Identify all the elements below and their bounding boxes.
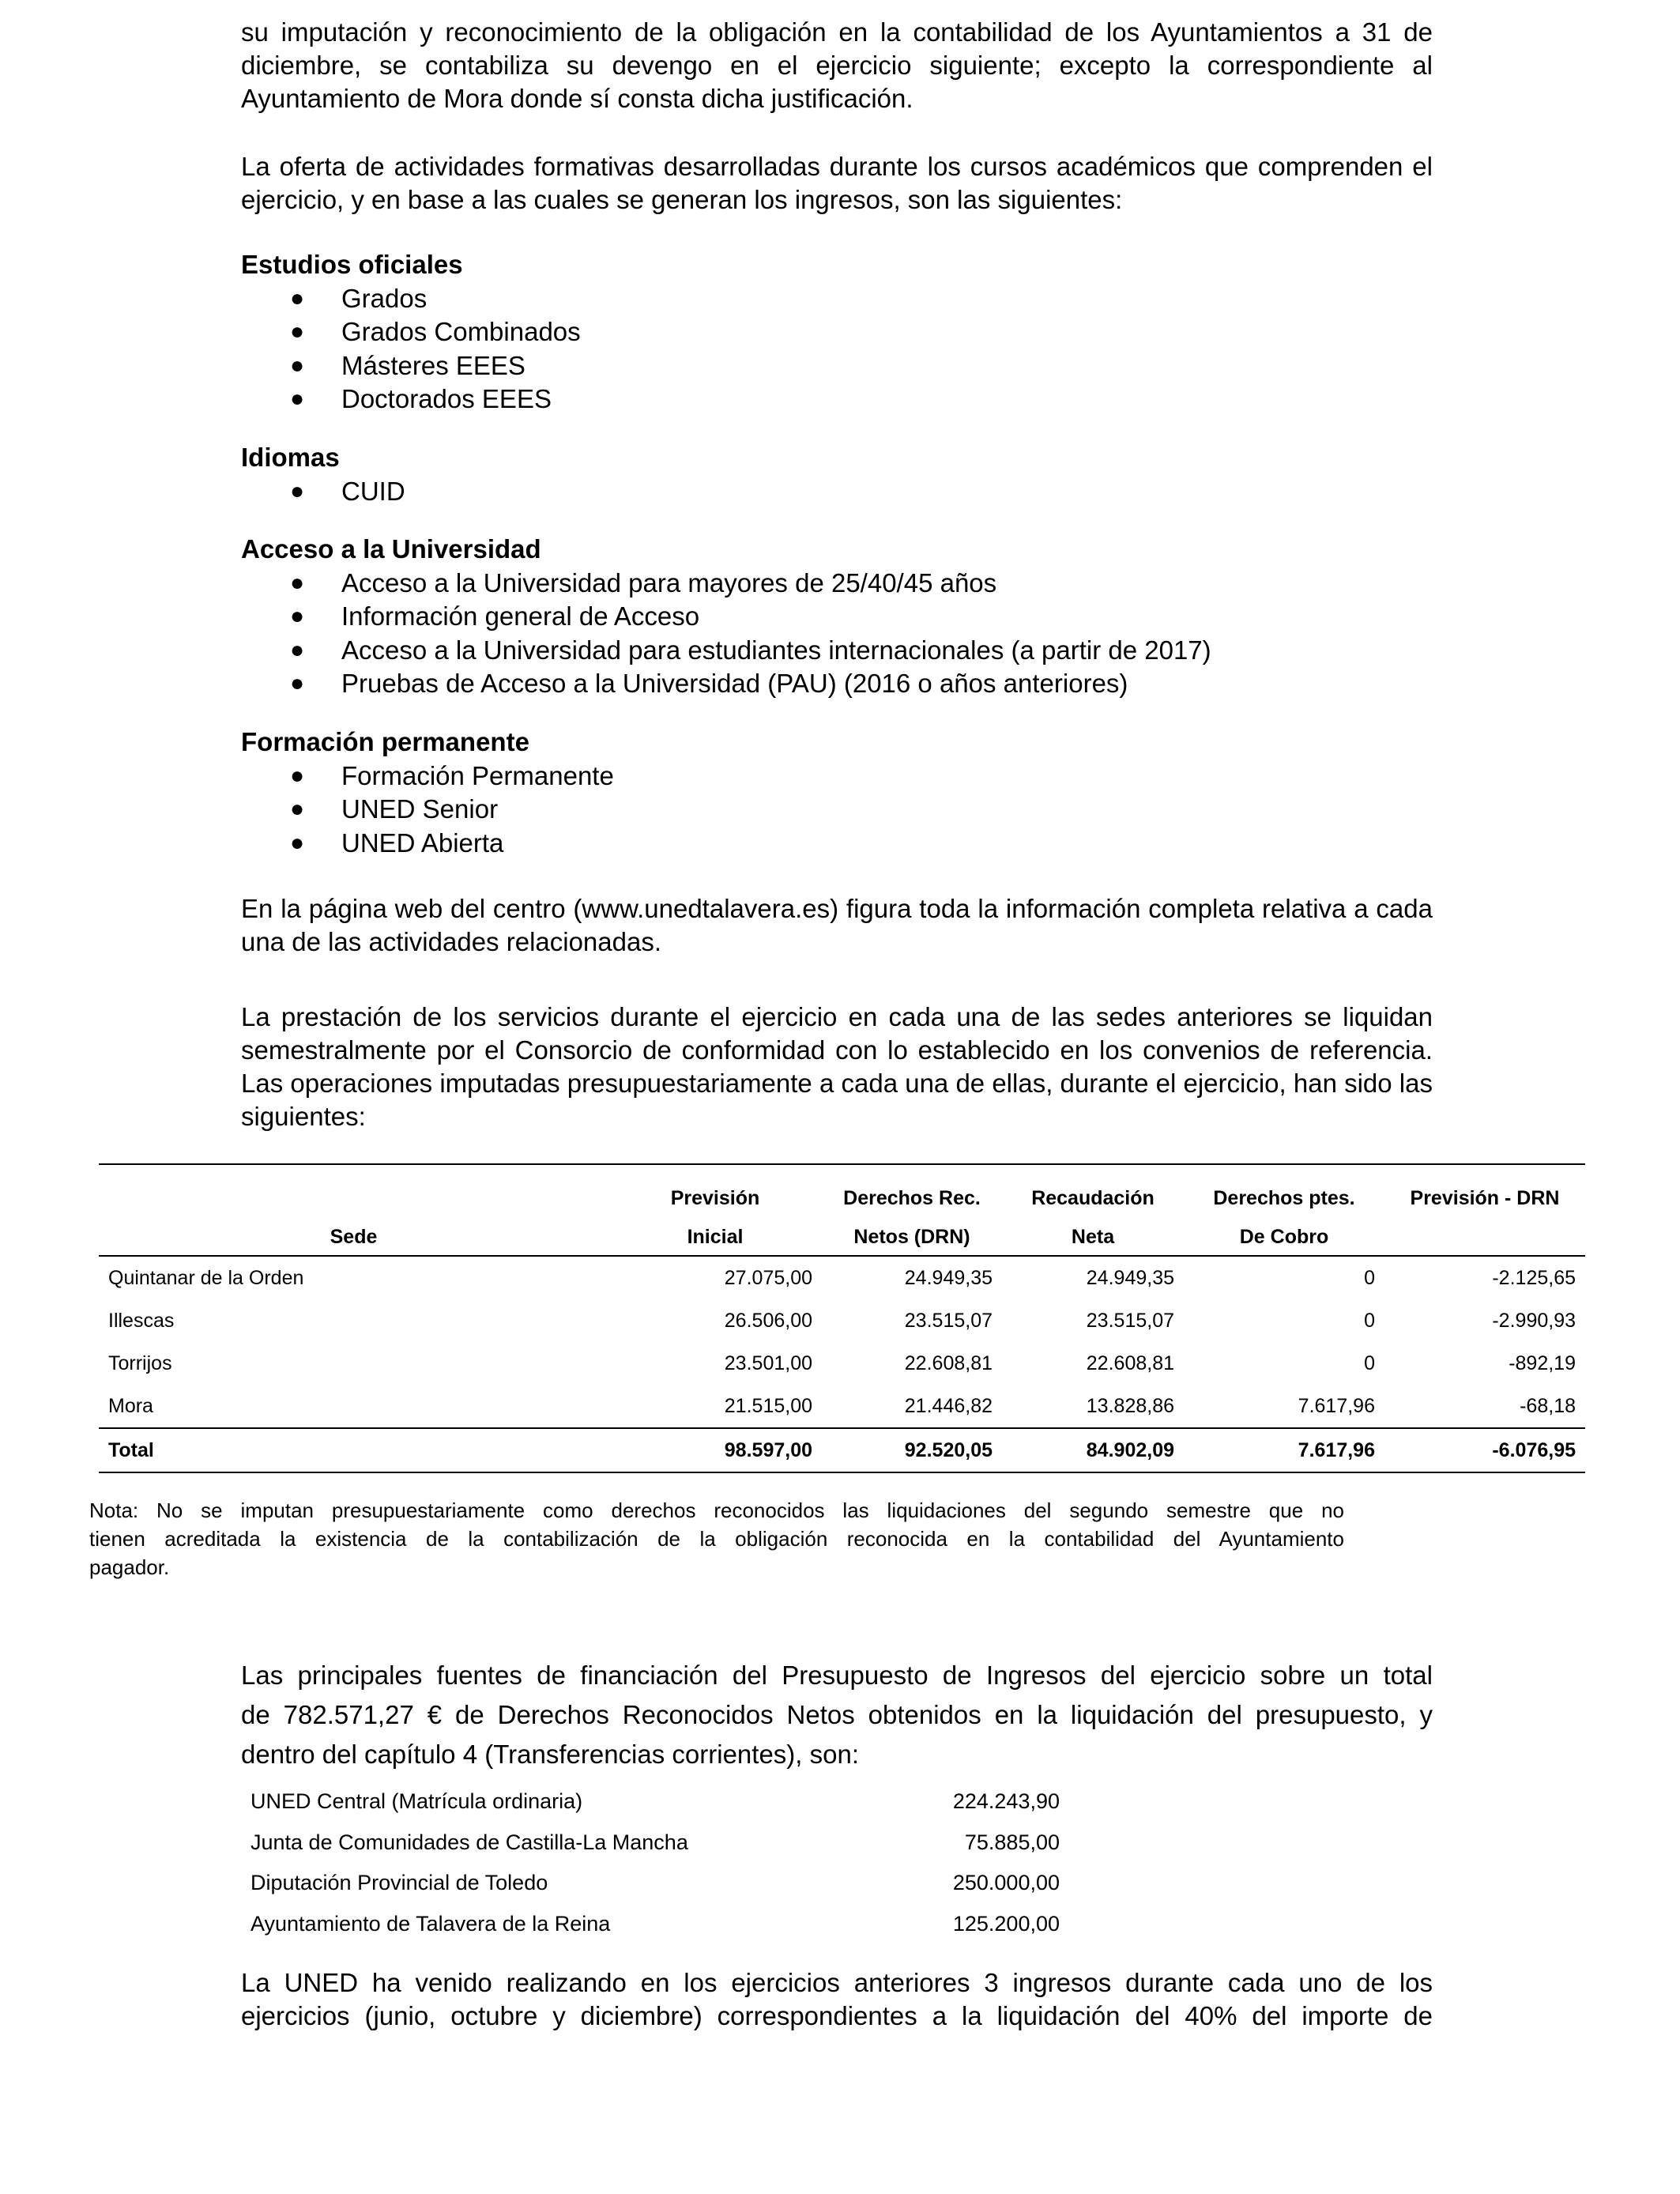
section-acceso-universidad: [241, 533, 1433, 701]
total-cell: 84.902,09: [1002, 1428, 1184, 1472]
list-item-text: Formación Permanente: [341, 760, 614, 790]
value-cell: -68,18: [1520, 1394, 1576, 1417]
bullet-list: [241, 567, 1433, 701]
source-cell: Diputación Provincial de Toledo: [250, 1871, 548, 1895]
value-cell: -892,19: [1509, 1351, 1576, 1374]
note-line: Nota: No se imputan presupuestariamente como derechos reconocidos las liquidaciones del segundo semestre que no: [89, 1498, 1344, 1522]
table-header-row: [99, 1219, 1585, 1256]
bullet-icon: ●: [290, 796, 305, 822]
source-cell: Ayuntamiento de Talavera de la Reina: [250, 1911, 611, 1936]
bullet-list: [241, 475, 1433, 509]
list-item: [241, 634, 1433, 668]
sede-cell: Quintanar de la Orden: [108, 1266, 304, 1289]
amount-cell: 75.885,00: [964, 1830, 1060, 1854]
paragraph-uned-ingresos: [241, 1966, 1433, 2033]
amount-cell: 224.243,90: [952, 1789, 1060, 1814]
bullet-icon: ●: [290, 285, 305, 311]
paragraph-pagina-web: [241, 892, 1433, 959]
table-row: [99, 1342, 1585, 1385]
text-line: diciembre, se contabiliza su devengo en el ejercicio siguiente; excepto la correspondiente al: [241, 51, 1433, 80]
header-cell: [99, 1178, 608, 1219]
value-cell: -2.990,93: [1492, 1309, 1576, 1332]
value-cell: 26.506,00: [724, 1309, 812, 1332]
bullet-icon: ●: [290, 670, 305, 696]
text-line: dentro del capítulo 4 (Transferencias corrientes), son:: [241, 1740, 859, 1769]
section-estudios-oficiales: [241, 248, 1433, 417]
sede-cell: Mora: [108, 1394, 153, 1417]
value-cell: 24.949,35: [1086, 1266, 1174, 1289]
list-item: [241, 667, 1433, 701]
bullet-icon: ●: [290, 762, 305, 789]
table-row: [241, 1781, 1069, 1823]
value-cell: 0: [1364, 1351, 1375, 1374]
value-cell: 27.075,00: [724, 1266, 812, 1289]
value-cell: 21.515,00: [724, 1394, 812, 1417]
text-line: Las principales fuentes de financiación del Presupuesto de Ingresos del ejercicio sobre un total: [241, 1661, 1433, 1690]
note-line: pagador.: [89, 1555, 170, 1579]
header-cell: Derechos Rec.: [843, 1186, 981, 1209]
section-title: Estudios oficiales: [241, 250, 463, 279]
value-cell: 0: [1364, 1309, 1375, 1332]
text-line: su imputación y reconocimiento de la obligación en la contabilidad de los Ayuntamientos a 31 de: [241, 17, 1433, 47]
list-item-text: Información general de Acceso: [341, 601, 700, 631]
bullet-icon: ●: [290, 319, 305, 345]
note-line: tienen acreditada la existencia de la contabilización de la obligación reconocida en la contabilidad del Ayuntamiento: [89, 1527, 1344, 1551]
amount-cell: 250.000,00: [952, 1871, 1060, 1895]
paragraph-imputacion: [241, 16, 1433, 115]
section-title: Idiomas: [241, 443, 340, 472]
table-row: [99, 1385, 1585, 1428]
bullet-list: [241, 760, 1433, 861]
list-item: [241, 315, 1433, 349]
list-item: [241, 282, 1433, 316]
value-cell: 0: [1364, 1266, 1375, 1289]
value-cell: 22.608,81: [904, 1351, 993, 1374]
list-item-text: UNED Senior: [341, 794, 499, 824]
sede-cell: Torrijos: [108, 1351, 172, 1374]
text-line: La prestación de los servicios durante el ejercicio en cada una de las sedes anteriores se liquidan: [241, 1002, 1433, 1031]
text-line: ejercicio, han sido las siguientes:: [241, 1069, 1433, 1131]
total-cell: -6.076,95: [1384, 1428, 1585, 1472]
list-item-text: Pruebas de Acceso a la Universidad (PAU) (2016 o años anteriores): [341, 669, 1128, 698]
list-item: [241, 760, 1433, 794]
section-title: Formación permanente: [241, 727, 529, 756]
list-item: [241, 567, 1433, 601]
table-total-row: [99, 1428, 1585, 1472]
value-cell: 22.608,81: [1086, 1351, 1174, 1374]
text-line: de 782.571,27 € de Derechos Reconocidos Netos obtenidos en la liquidación del presupuesto, y: [241, 1700, 1433, 1729]
list-item-text: CUID: [341, 476, 405, 506]
header-cell: Netos (DRN): [822, 1219, 1002, 1256]
list-item: [241, 600, 1433, 634]
list-item-text: UNED Abierta: [341, 827, 504, 858]
text-line: semestralmente por el Consorcio de conformidad con lo establecido en los convenios de: [241, 1035, 1300, 1065]
value-cell: -2.125,65: [1492, 1266, 1576, 1289]
value-cell: 24.949,35: [904, 1266, 993, 1289]
list-item-text: Acceso a la Universidad para mayores de 25/40/45 años: [341, 567, 997, 598]
sedes-table: [99, 1178, 1585, 1473]
list-item-text: Másteres EEES: [341, 350, 525, 380]
bullet-icon: ●: [290, 569, 305, 596]
value-cell: 13.828,86: [1086, 1394, 1174, 1417]
text-line: La UNED ha venido realizando en los ejercicios anteriores 3 ingresos durante cada uno de los: [241, 1968, 1433, 1997]
header-cell: Derechos ptes.: [1213, 1186, 1355, 1209]
source-cell: UNED Central (Matrícula ordinaria): [250, 1789, 583, 1814]
text-line: a cada una de las actividades relacionadas.: [241, 894, 1433, 956]
financiacion-table: [241, 1781, 1069, 1944]
list-item: [241, 349, 1433, 383]
sede-cell: Illescas: [108, 1309, 175, 1332]
list-item: [241, 475, 1433, 509]
value-cell: 21.446,82: [904, 1394, 993, 1417]
header-cell: [1384, 1219, 1585, 1256]
bullet-icon: ●: [290, 477, 305, 504]
section-idiomas: [241, 441, 1433, 508]
value-cell: 7.617,96: [1298, 1394, 1375, 1417]
header-cell: De Cobro: [1184, 1219, 1384, 1256]
table-row: [241, 1823, 1069, 1864]
table-note: [89, 1496, 1344, 1581]
text-line: La oferta de actividades formativas desarrolladas durante los cursos académicos que: [241, 152, 1249, 181]
section-formacion-permanente: [241, 726, 1433, 860]
text-line: referencia. Las operaciones imputadas presupuestariamente a cada una de ellas, durante el: [241, 1035, 1433, 1098]
text-line: ejercicios (junio, octubre y diciembre) correspondientes a la liquidación del 40% del importe de: [241, 2001, 1433, 2030]
bullet-icon: ●: [290, 603, 305, 629]
header-cell: Recaudación: [1031, 1186, 1155, 1209]
value-cell: 23.515,07: [1086, 1309, 1174, 1332]
bullet-icon: ●: [290, 829, 305, 856]
amount-cell: 125.200,00: [952, 1911, 1060, 1936]
bullet-icon: ●: [290, 352, 305, 379]
header-cell: Previsión: [670, 1186, 760, 1209]
list-item-text: Doctorados EEES: [341, 384, 552, 413]
source-cell: Junta de Comunidades de Castilla-La Mancha: [250, 1830, 688, 1854]
total-cell: 98.597,00: [608, 1428, 822, 1472]
total-cell: 7.617,96: [1184, 1428, 1384, 1472]
table-row: [241, 1904, 1069, 1945]
text-line: En la página web del centro (www.unedtalavera.es) figura toda la información completa relativa: [241, 894, 1347, 923]
list-item: [241, 383, 1433, 417]
table-row: [241, 1863, 1069, 1904]
paragraph-oferta: [241, 150, 1433, 217]
table-row: [99, 1299, 1585, 1342]
paragraph-financiacion: [241, 1656, 1433, 1774]
section-title: Acceso a la Universidad: [241, 534, 541, 564]
header-cell: Previsión - DRN: [1410, 1186, 1560, 1209]
list-item: [241, 793, 1433, 827]
list-item: [241, 827, 1433, 861]
header-cell: Sede: [99, 1219, 608, 1256]
list-item-text: Acceso a la Universidad para estudiantes internacionales (a partir de 2017): [341, 635, 1211, 665]
table-header-row: [99, 1178, 1585, 1219]
value-cell: 23.515,07: [904, 1309, 993, 1332]
bullet-icon: ●: [290, 386, 305, 412]
table-row: [99, 1256, 1585, 1299]
text-line: Ayuntamiento de Mora donde sí consta dicha justificación.: [241, 84, 913, 113]
paragraph-prestacion: [241, 1001, 1433, 1133]
text-line: comprenden el ejercicio, y en base a las cuales se generan los ingresos, son las siguientes:: [241, 152, 1433, 214]
list-item-text: Grados Combinados: [341, 317, 581, 346]
list-item-text: Grados: [341, 283, 428, 313]
header-cell: Neta: [1002, 1219, 1184, 1256]
value-cell: 23.501,00: [724, 1351, 812, 1374]
total-label: Total: [99, 1428, 608, 1472]
header-cell: Inicial: [608, 1219, 822, 1256]
total-cell: 92.520,05: [822, 1428, 1002, 1472]
bullet-icon: ●: [290, 636, 305, 663]
bullet-list: [241, 282, 1433, 417]
table-top-rule: [99, 1163, 1585, 1165]
